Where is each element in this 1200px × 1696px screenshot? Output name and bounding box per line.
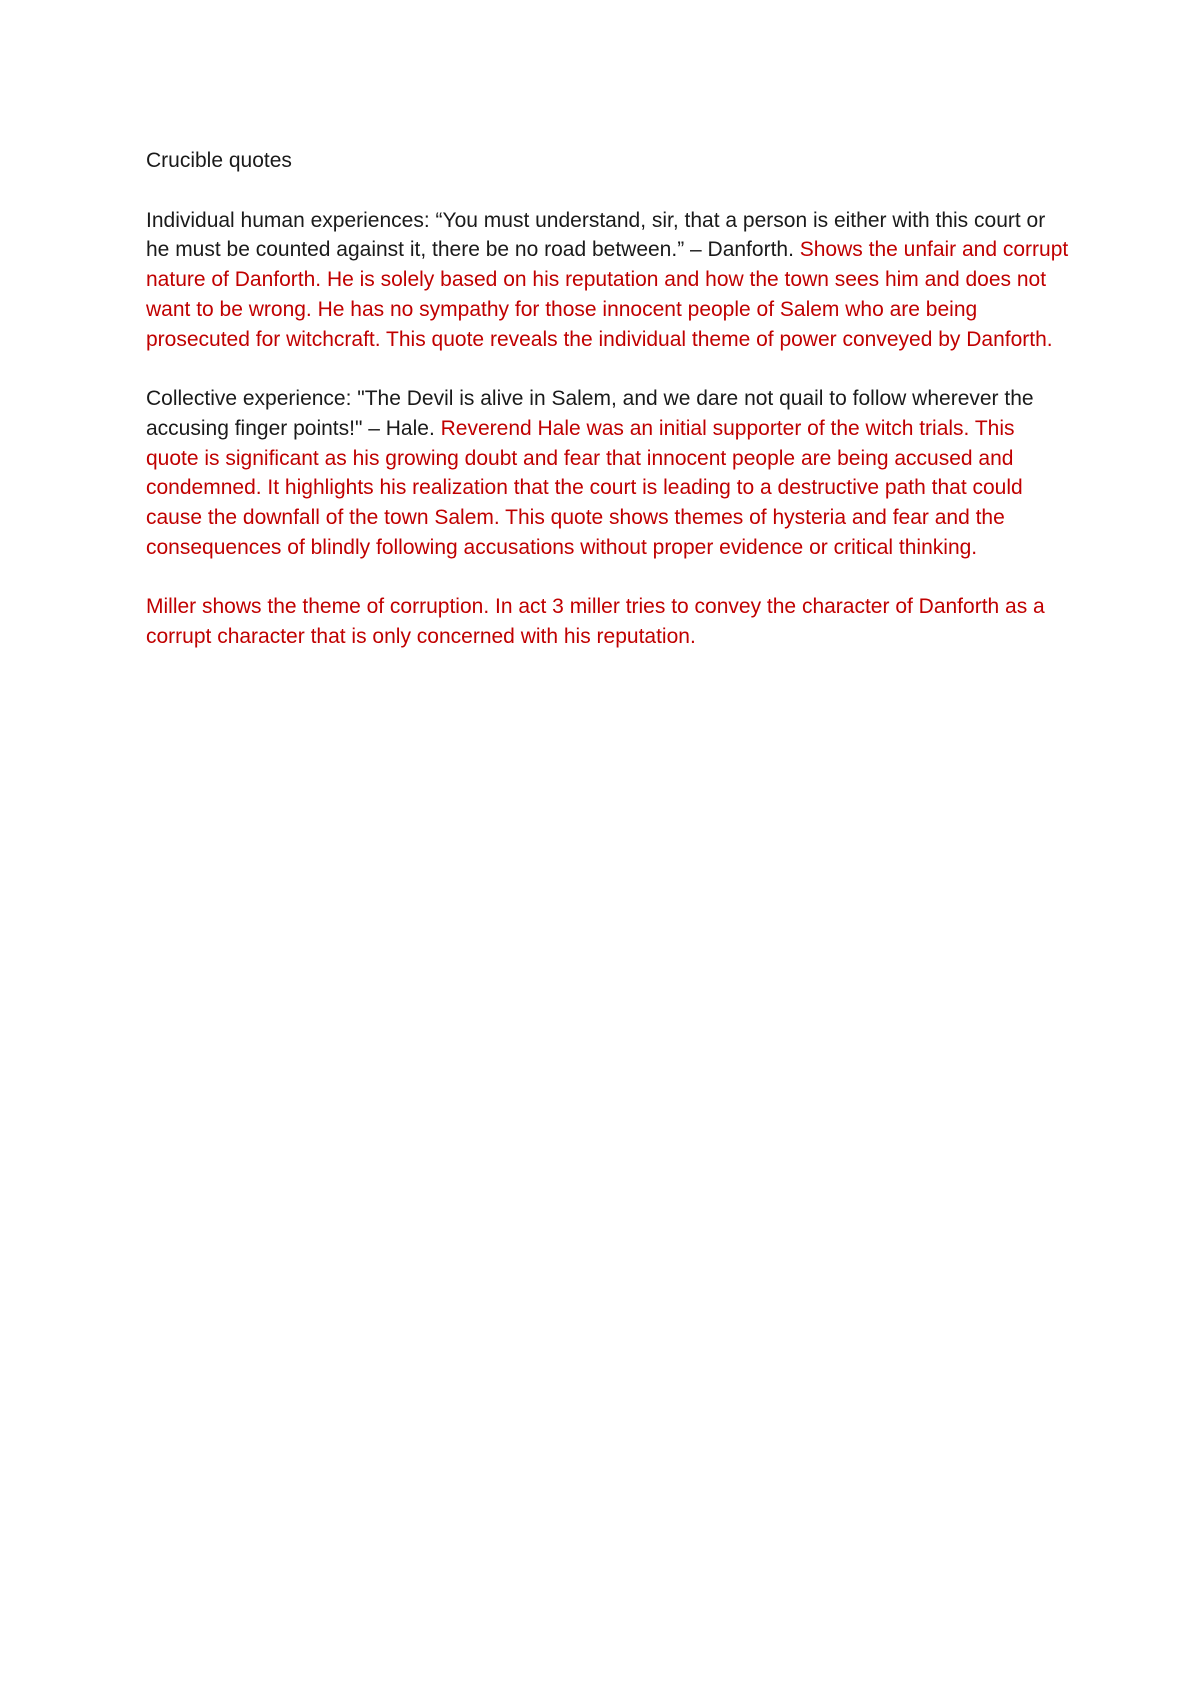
analysis-text: Reverend Hale was an initial supporter of the witch trials. This quote is significant as his growing doubt and fear that innocent people are being accused and condemned. It highlights his realization that the court is leading to a destructive path that could cause the downfall of the town Salem. This quote shows themes of hysteria and fear and the consequences of blindly following accusations without proper evidence or critical thinking.: [146, 416, 1023, 559]
paragraph-individual-experience: [146, 206, 1070, 355]
quote-text: Individual human experiences: “You must understand, sir, that a person is either with this court or he must be counted against it, there be no road between.” – Danforth.: [146, 208, 1046, 262]
document-body: [146, 146, 1070, 682]
document-title: Crucible quotes: [146, 149, 292, 172]
quote-text: Collective experience: "The Devil is alive in Salem, and we dare not quail to follow wherever the accusing finger points!" – Hale.: [146, 387, 1034, 440]
analysis-text: Shows the unfair and corrupt nature of Danforth. He is solely based on his reputation and how the town sees him and does not want to be wrong. He has no sympathy for those innocent people of Salem who are being prosecuted for witchcraft. This quote reveals the individual theme of power conveyed by Danforth.: [146, 238, 1069, 351]
analysis-text: Miller shows the theme of corruption. In act 3 miller tries to convey the character of Danforth as a corrupt character that is only concerned with his reputation.: [146, 595, 1045, 649]
paragraph-corruption-theme: [146, 592, 1070, 651]
paragraph-collective-experience: [146, 384, 1070, 562]
